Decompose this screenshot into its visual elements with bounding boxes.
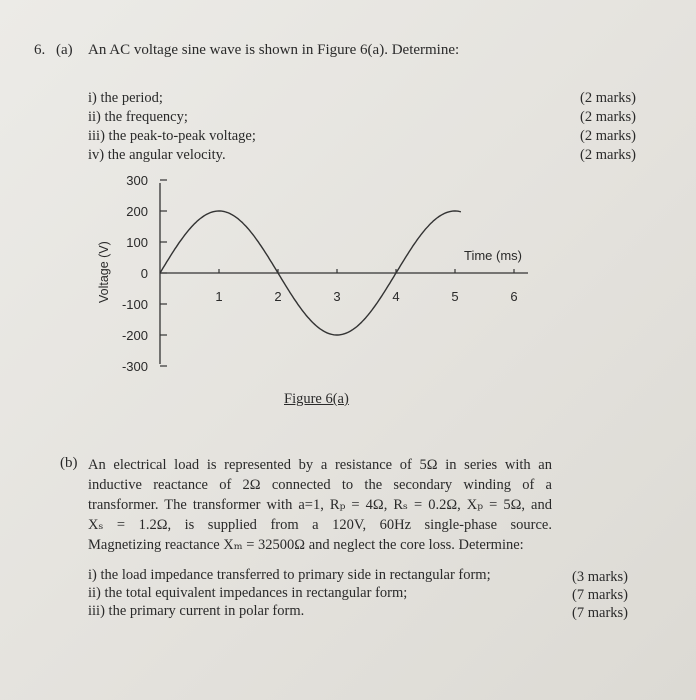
part-a-mark-4: (2 marks) xyxy=(580,147,636,163)
y-tick-label: 0 xyxy=(140,266,148,281)
x-tick-label: 6 xyxy=(510,289,518,304)
y-tick-label: -300 xyxy=(121,359,148,374)
part-b-line: An electrical load is represented by a resistance of 5Ω in series with an xyxy=(88,457,552,473)
part-b-line: Xₛ = 1.2Ω, is supplied from a 120V, 60Hz single-phase source. xyxy=(88,517,552,533)
part-b-item-1: i) the load impedance transferred to primary side in rectangular form; xyxy=(88,567,491,583)
x-tick-label: 2 xyxy=(274,289,282,304)
part-b-line: inductive reactance of 2Ω connected to the secondary winding of a xyxy=(88,477,552,493)
part-b-item-3: iii) the primary current in polar form. xyxy=(88,603,305,619)
x-tick-label: 4 xyxy=(392,289,400,304)
y-tick-label: 200 xyxy=(126,204,148,219)
part-a-item-2: ii) the frequency; xyxy=(88,109,188,125)
part-b-mark-2: (7 marks) xyxy=(572,587,628,603)
part-b-item-2: ii) the total equivalent impedances in rectangular form; xyxy=(88,585,408,601)
y-tick-label: 100 xyxy=(126,235,148,250)
part-b-mark-1: (3 marks) xyxy=(572,569,628,585)
part-a-item-4: iv) the angular velocity. xyxy=(88,147,226,163)
part-a-mark-2: (2 marks) xyxy=(580,109,636,125)
part-a-prompt: An AC voltage sine wave is shown in Figure 6(a). Determine: xyxy=(88,42,460,58)
part-b-paragraph xyxy=(88,455,552,555)
y-tick-label: 300 xyxy=(126,173,148,188)
x-tick-label: 1 xyxy=(215,289,223,304)
y-axis-label: Voltage (V) xyxy=(97,241,111,303)
x-axis-label: Time (ms) xyxy=(464,248,523,263)
figure-caption: Figure 6(a) xyxy=(284,391,349,407)
part-b-mark-3: (7 marks) xyxy=(572,605,628,621)
question-number: 6. xyxy=(34,42,46,58)
part-b-label: (b) xyxy=(60,455,78,471)
x-tick-label: 3 xyxy=(333,289,341,304)
x-tick-label: 5 xyxy=(451,289,459,304)
part-b-line: Magnetizing reactance Xₘ = 32500Ω and neglect the core loss. Determine: xyxy=(88,537,524,553)
part-a-item-3: iii) the peak-to-peak voltage; xyxy=(88,128,256,144)
part-a-mark-3: (2 marks) xyxy=(580,128,636,144)
y-tick-label: -200 xyxy=(121,328,148,343)
y-tick-label: -100 xyxy=(121,297,148,312)
part-a-label: (a) xyxy=(56,42,73,58)
part-b-line: transformer. The transformer with a=1, Rₚ = 4Ω, Rₛ = 0.2Ω, Xₚ = 5Ω, and xyxy=(88,497,552,513)
part-a-item-1: i) the period; xyxy=(88,90,163,106)
part-a-mark-1: (2 marks) xyxy=(580,90,636,106)
